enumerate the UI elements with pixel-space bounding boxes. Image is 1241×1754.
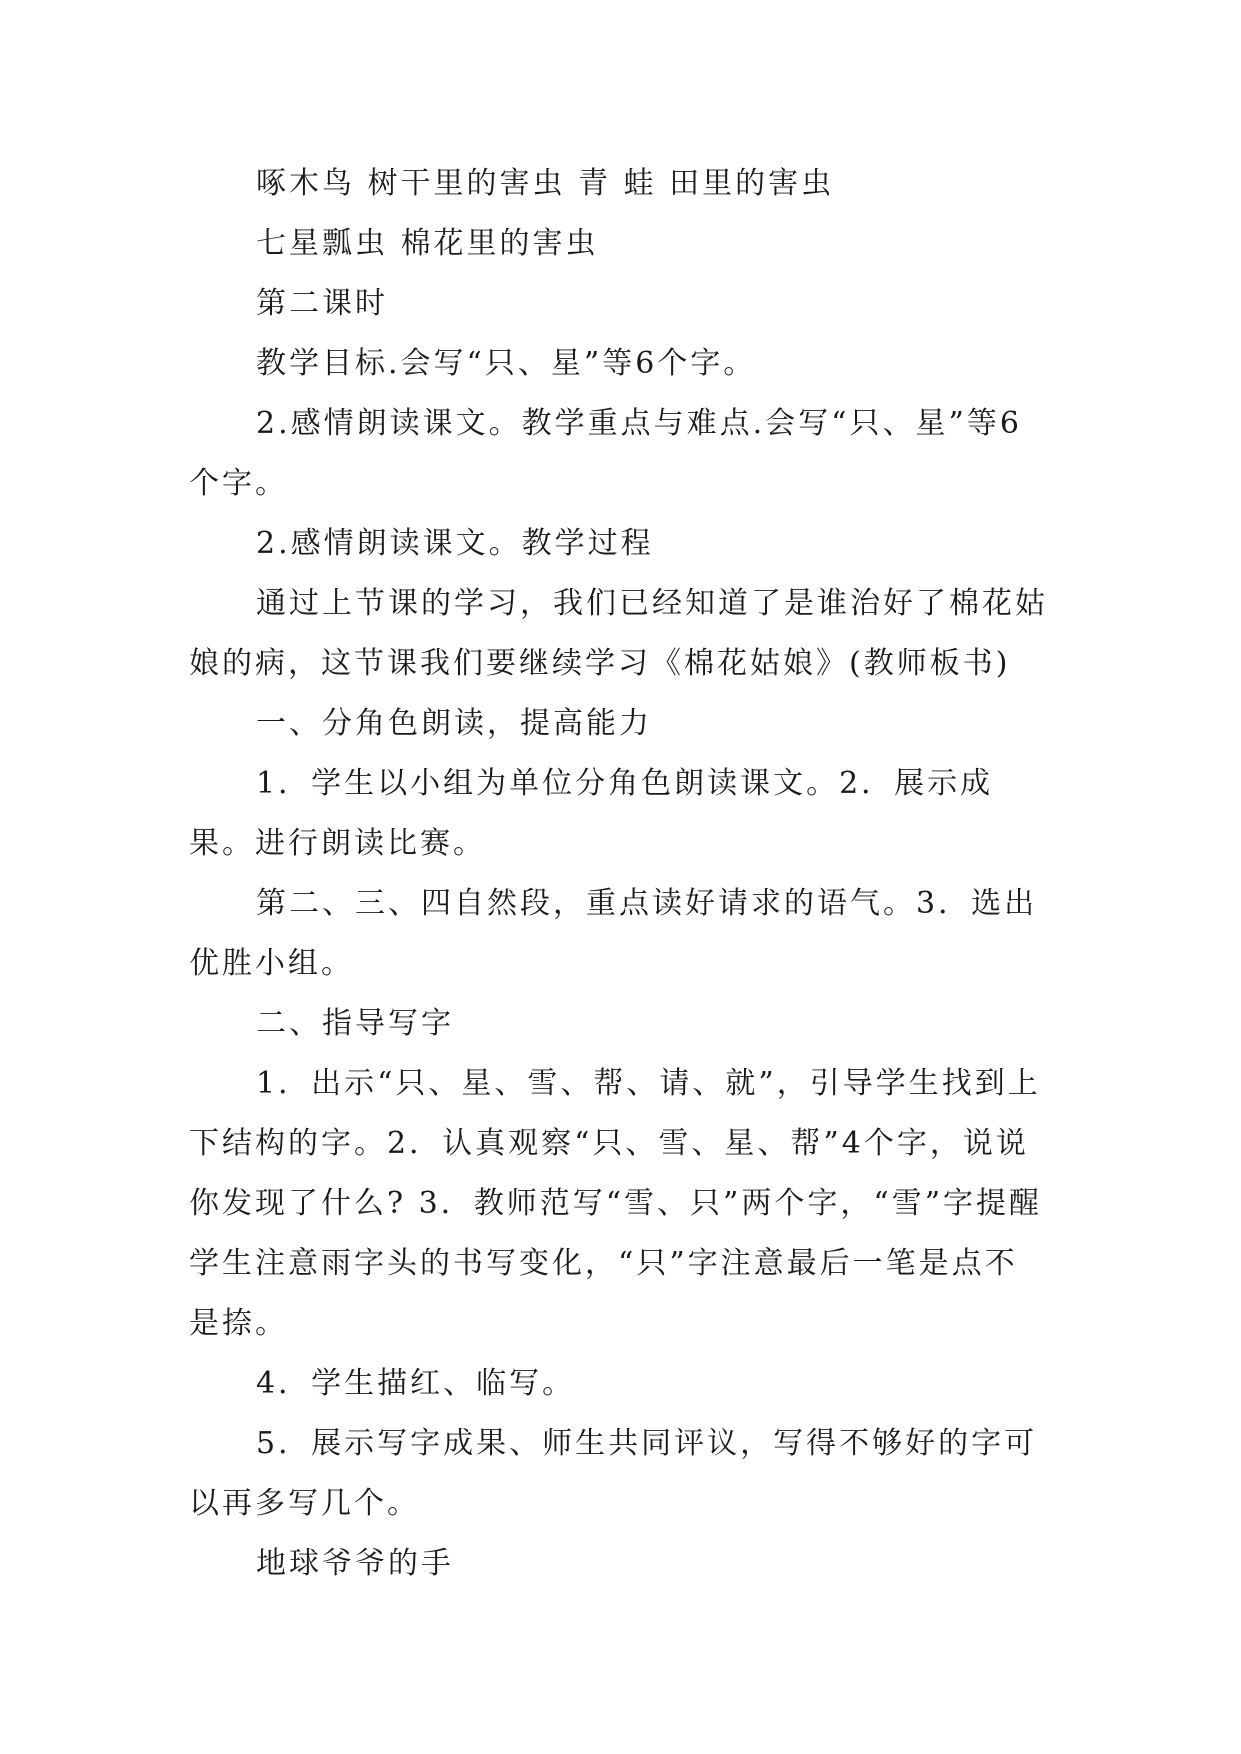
paragraph-lesson-heading: 第二课时	[256, 286, 388, 321]
paragraph-key-points: 2.感情朗读课文。教学重点与难点.会写“只、星”等6个字。	[189, 406, 1022, 501]
paragraph-pest-line-2: 七星瓢虫 棉花里的害虫	[256, 226, 599, 261]
paragraph-group-reading: 1．学生以小组为单位分角色朗读课文。2．展示成果。进行朗读比赛。	[189, 766, 994, 861]
paragraph-teaching-goal: 教学目标.会写“只、星”等6个字。	[256, 346, 757, 381]
paragraph-teaching-process: 2.感情朗读课文。教学过程	[256, 526, 654, 561]
paragraph-tracing: 4．学生描红、临写。	[256, 1366, 576, 1401]
paragraph-paragraph-focus: 第二、三、四自然段，重点读好请求的语气。3．选出优胜小组。	[189, 886, 1038, 981]
paragraph-showcase: 5．展示写字成果、师生共同评议，写得不够好的字可以再多写几个。	[189, 1426, 1038, 1521]
paragraph-writing-steps: 1．出示“只、星、雪、帮、请、就”，引导学生找到上下结构的字。2．认真观察“只、雪、星、帮”4个字，说说你发现了什么? 3．教师范写“雪、只”两个字，“雪”字提醒学生注意雨字头的书写变化，“只”字注意最后一笔是点不是捺。	[189, 1066, 1043, 1341]
section-heading-role-reading: 一、分角色朗读，提高能力	[256, 706, 652, 741]
paragraph-introduction: 通过上节课的学习，我们已经知道了是谁治好了棉花姑娘的病，这节课我们要继续学习《棉花姑娘》(教师板书)	[189, 586, 1048, 681]
paragraph-pest-line-1: 啄木鸟 树干里的害虫 青 蛙 田里的害虫	[256, 166, 835, 201]
section-heading-writing: 二、指导写字	[256, 1006, 454, 1041]
paragraph-next-lesson-title: 地球爷爷的手	[256, 1546, 454, 1581]
